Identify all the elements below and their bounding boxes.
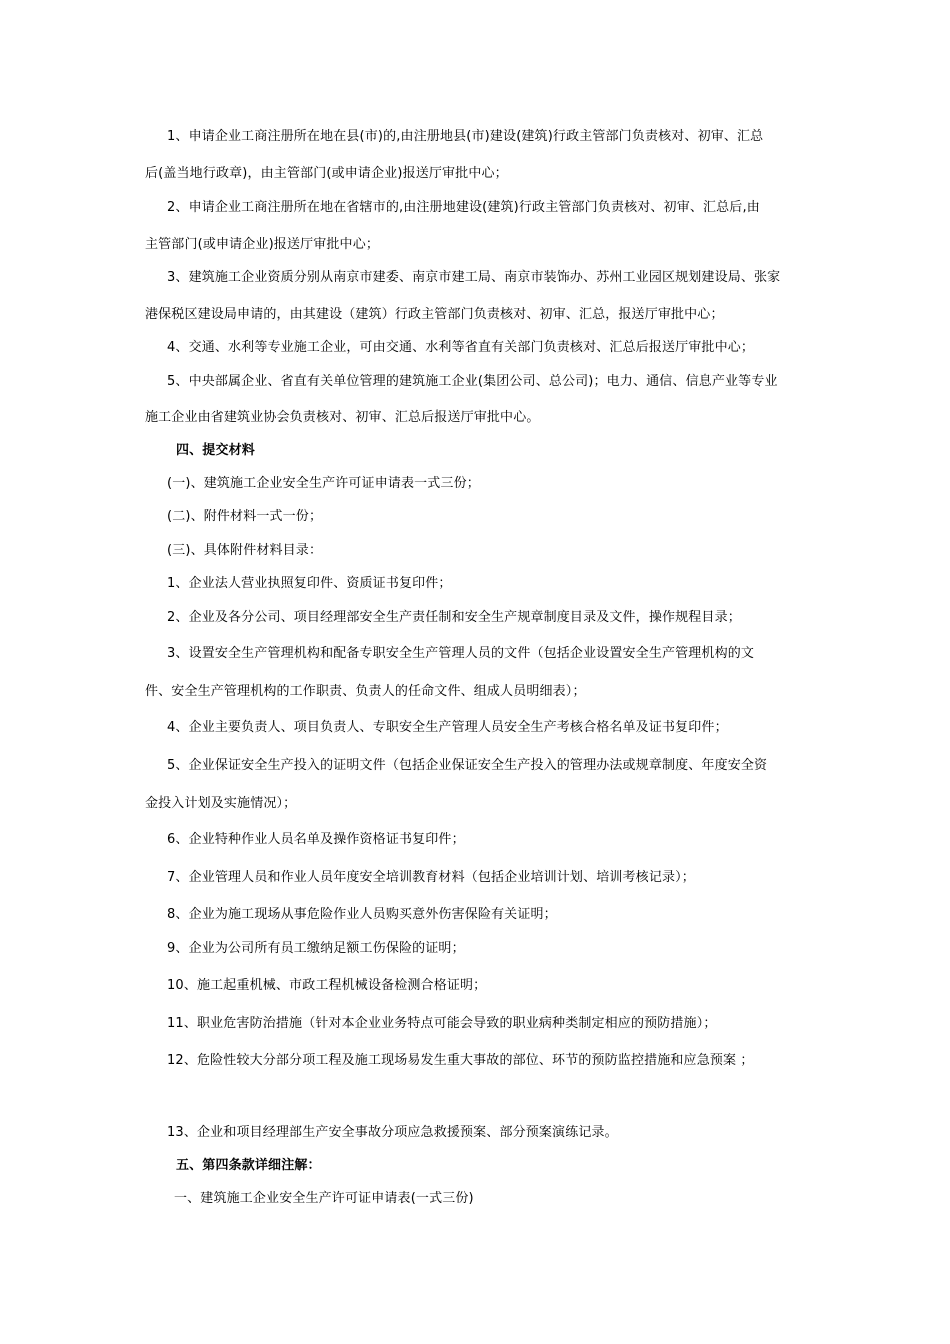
- submission-item-3: (三)、具体附件材料目录：: [167, 543, 323, 558]
- attachment-item-13: 13、企业和项目经理部生产安全事故分项应急救援预案、部分预案演练记录。: [167, 1125, 618, 1140]
- section-heading-4: 四、提交材料: [176, 443, 255, 458]
- attachment-item-5-line-2: 金投入计划及实施情况）；: [145, 796, 297, 811]
- paragraph-5-line-1: 5、中央部属企业、省直有关单位管理的建筑施工企业(集团公司、总公司)；电力、通信、信息产业等专业: [167, 374, 778, 389]
- paragraph-3-line-1: 3、建筑施工企业资质分别从南京市建委、南京市建工局、南京市装饰办、苏州工业园区规划建设局、张家: [167, 270, 781, 285]
- section-heading-5: 五、第四条款详细注解：: [176, 1158, 321, 1173]
- attachment-item-5-line-1: 5、企业保证安全生产投入的证明文件（包括企业保证安全生产投入的管理办法或规章制度、年度安全资: [167, 758, 768, 773]
- attachment-item-8: 8、企业为施工现场从事危险作业人员购买意外伤害保险有关证明；: [167, 907, 557, 922]
- submission-item-2: (二)、附件材料一式一份；: [167, 509, 323, 524]
- paragraph-5-line-2: 施工企业由省建筑业协会负责核对、初审、汇总后报送厅审批中心。: [145, 410, 540, 425]
- submission-item-1: (一)、建筑施工企业安全生产许可证申请表一式三份；: [167, 476, 480, 491]
- attachment-item-10: 10、施工起重机械、市政工程机械设备检测合格证明；: [167, 978, 487, 993]
- paragraph-3-line-2: 港保税区建设局申请的，由其建设（建筑）行政主管部门负责核对、初审、汇总，报送厅审批中心；: [145, 307, 724, 322]
- paragraph-4: 4、交通、水利等专业施工企业，可由交通、水利等省直有关部门负责核对、汇总后报送厅审批中心；: [167, 340, 755, 355]
- attachment-item-12: 12、危险性较大分部分项工程及施工现场易发生重大事故的部位、环节的预防监控措施和应急预案 ；: [167, 1053, 754, 1068]
- attachment-item-3-line-2: 件、安全生产管理机构的工作职责、负责人的任命文件、组成人员明细表）；: [145, 684, 586, 699]
- attachment-item-11: 11、职业危害防治措施（针对本企业业务特点可能会导致的职业病种类制定相应的预防措施）；: [167, 1016, 717, 1031]
- paragraph-1-line-2: 后(盖当地行政章)，由主管部门(或申请企业)报送厅审批中心；: [145, 166, 508, 181]
- attachment-item-2: 2、企业及各分公司、项目经理部安全生产责任制和安全生产规章制度目录及文件，操作规程目录；: [167, 610, 741, 625]
- paragraph-1-line-1: 1、申请企业工商注册所在地在县(市)的,由注册地县(市)建设(建筑)行政主管部门负责核对、初审、汇总: [167, 129, 764, 144]
- attachment-item-6: 6、企业特种作业人员名单及操作资格证书复印件；: [167, 832, 465, 847]
- attachment-item-4: 4、企业主要负责人、项目负责人、专职安全生产管理人员安全生产考核合格名单及证书复印件；: [167, 720, 728, 735]
- attachment-item-7: 7、企业管理人员和作业人员年度安全培训教育材料（包括企业培训计划、培训考核记录）；: [167, 870, 695, 885]
- note-item-1: 一、建筑施工企业安全生产许可证申请表(一式三份): [174, 1191, 474, 1206]
- attachment-item-1: 1、企业法人营业执照复印件、资质证书复印件；: [167, 576, 452, 591]
- attachment-item-9: 9、企业为公司所有员工缴纳足额工伤保险的证明；: [167, 941, 465, 956]
- paragraph-2-line-2: 主管部门(或申请企业)报送厅审批中心；: [145, 237, 379, 252]
- paragraph-2-line-1: 2、申请企业工商注册所在地在省辖市的,由注册地建设(建筑)行政主管部门负责核对、初审、汇总后,由: [167, 200, 760, 215]
- attachment-item-3-line-1: 3、设置安全生产管理机构和配备专职安全生产管理人员的文件（包括企业设置安全生产管理机构的文: [167, 646, 755, 661]
